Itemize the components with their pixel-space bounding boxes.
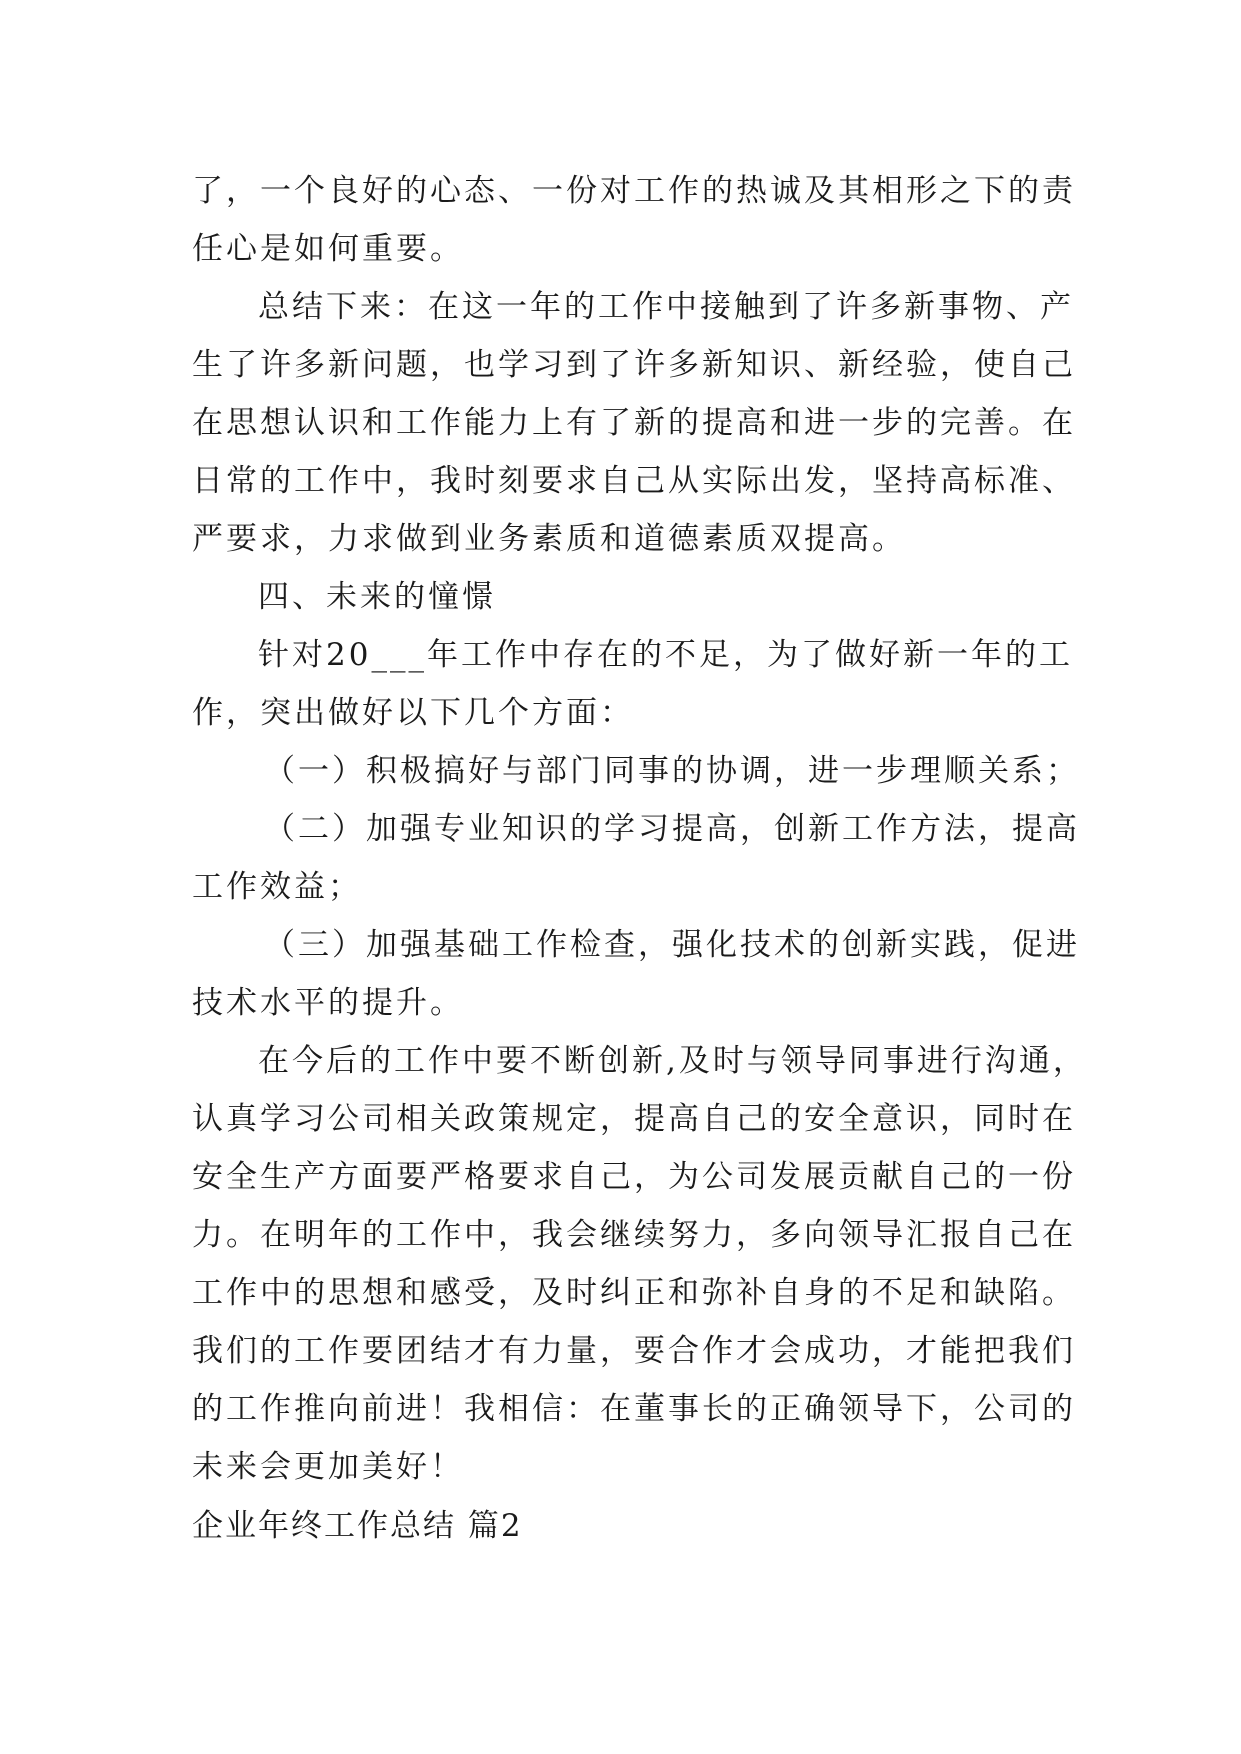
text-line: 作，突出做好以下几个方面： (192, 695, 634, 731)
text-line: 的工作推向前进！我相信：在董事长的正确领导下，公司的 (192, 1391, 1076, 1427)
text-line: 日常的工作中，我时刻要求自己从实际出发，坚持高标准、 (192, 463, 1076, 499)
text-line: 了，一个良好的心态、一份对工作的热诚及其相形之下的责 (192, 173, 1076, 209)
text-line: 我们的工作要团结才有力量，要合作才会成功，才能把我们 (192, 1333, 1076, 1369)
paragraph-start-line: 在今后的工作中要不断创新,及时与领导同事进行沟通， (258, 1043, 1087, 1079)
section-heading: 四、未来的憧憬 (258, 579, 496, 615)
text-line: 在思想认识和工作能力上有了新的提高和进一步的完善。在 (192, 405, 1076, 441)
list-item: （三）加强基础工作检查，强化技术的创新实践，促进 (264, 927, 1080, 963)
text-line: 技术水平的提升。 (192, 985, 464, 1021)
text-line: 力。在明年的工作中，我会继续努力，多向领导汇报自己在 (192, 1217, 1076, 1253)
paragraph-start-line: 总结下来：在这一年的工作中接触到了许多新事物、产 (258, 289, 1074, 325)
list-item: （一）积极搞好与部门同事的协调，进一步理顺关系； (264, 753, 1080, 789)
document-section-title: 企业年终工作总结 篇2 (192, 1508, 523, 1544)
list-item: （二）加强专业知识的学习提高，创新工作方法，提高 (264, 811, 1080, 847)
text-line: 工作中的思想和感受，及时纠正和弥补自身的不足和缺陷。 (192, 1275, 1076, 1311)
text-line: 工作效益； (192, 869, 362, 905)
text-line: 未来会更加美好！ (192, 1449, 464, 1485)
text-line: 任心是如何重要。 (192, 231, 464, 267)
text-line: 认真学习公司相关政策规定，提高自己的安全意识，同时在 (192, 1101, 1076, 1137)
document-body (192, 162, 1087, 1556)
text-line: 生了许多新问题，也学习到了许多新知识、新经验，使自己 (192, 347, 1076, 383)
paragraph-start-line: 针对20___年工作中存在的不足，为了做好新一年的工 (258, 637, 1073, 673)
text-line: 严要求，力求做到业务素质和道德素质双提高。 (192, 521, 906, 557)
text-line: 安全生产方面要严格要求自己，为公司发展贡献自己的一份 (192, 1159, 1076, 1195)
